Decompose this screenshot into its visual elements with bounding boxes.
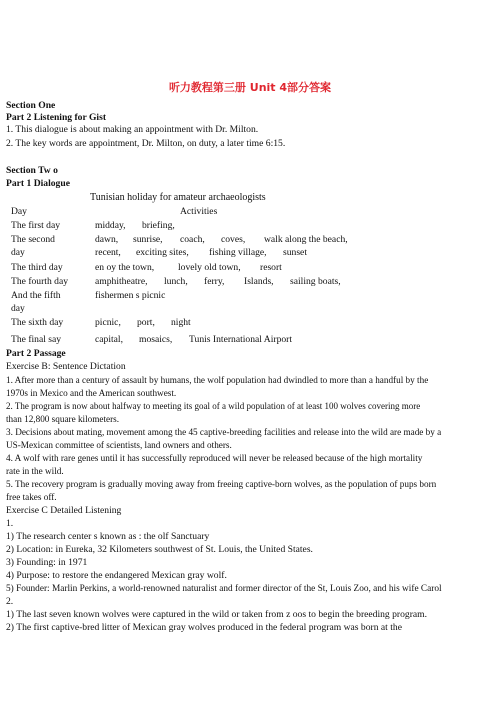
section-one-heading: Section One <box>6 100 56 111</box>
document-title: 听力教程第三册 Unit 4部分答案 <box>168 81 332 94</box>
activity: coach, <box>180 234 205 245</box>
detail-line: 2. <box>6 596 14 607</box>
table-header-day: Day <box>11 206 27 217</box>
detail-line: 2) The first captive-bred litter of Mexican gray wolves produced in the federal program was born at the <box>6 622 402 633</box>
dictation-line: than 12,800 square kilometers. <box>6 414 120 424</box>
activity: briefing, <box>142 220 175 231</box>
dictation-line: 4. A wolf with rare genes until it has successfully reproduced will never be released because of the high mortality <box>6 453 423 463</box>
gist-item-2: 2. The key words are appointment, Dr. Milton, on duty, a later time 6:15. <box>6 138 286 149</box>
activity: sunrise, <box>133 234 163 245</box>
exercise-c-heading: Exercise C Detailed Listening <box>6 505 122 516</box>
activity: ferry, <box>204 276 225 287</box>
table-row-day: The first day <box>11 220 61 231</box>
activity: dawn, <box>95 234 119 245</box>
part-2-gist-heading: Part 2 Listening for Gist <box>6 112 107 123</box>
activity: Islands, <box>244 276 274 287</box>
dictation-line: free takes off. <box>6 492 57 502</box>
activity: fishermen s picnic <box>95 290 166 301</box>
table-row-day: The sixth day <box>11 317 64 328</box>
activity: sunset <box>283 247 307 258</box>
table-row-day: The fourth day <box>11 276 69 287</box>
activity: midday, <box>95 220 126 231</box>
dictation-line: 3. Decisions about mating, movement among the 45 captive-breeding facilities and release into the wild are made by a <box>6 427 442 437</box>
activity: en oy the town, <box>95 262 155 273</box>
activity: port, <box>137 317 155 328</box>
detail-line: 2) Location: in Eureka, 32 Kilometers southwest of St. Louis, the United States. <box>6 544 313 555</box>
detail-line: 4) Purpose: to restore the endangered Mexican gray wolf. <box>6 570 227 581</box>
detail-line: 1) The research center s known as : the olf Sanctuary <box>6 531 210 542</box>
table-row-day: day <box>11 247 25 258</box>
dictation-line: 1. After more than a century of assault by humans, the wolf population had dwindled to more than a handful by the <box>6 375 429 385</box>
table-row-day: The third day <box>11 262 63 273</box>
section-two-heading: Section Tw o <box>6 165 58 176</box>
table-row-day: day <box>11 303 25 314</box>
dictation-line: rate in the wild. <box>6 466 64 476</box>
table-row-day: And the fifth <box>11 290 61 301</box>
activity: walk along the beach, <box>264 234 348 245</box>
activity: exciting sites, <box>136 247 189 258</box>
exercise-b-heading: Exercise B: Sentence Dictation <box>6 361 126 372</box>
activity: night <box>171 317 191 328</box>
activity: picnic, <box>95 317 121 328</box>
dictation-line: 1970s in Mexico and the American southwest. <box>6 388 177 398</box>
detail-line: 1. <box>6 518 14 529</box>
activity: lunch, <box>164 276 188 287</box>
table-title: Tunisian holiday for amateur archaeologists <box>90 192 266 203</box>
gist-item-1: 1. This dialogue is about making an appointment with Dr. Milton. <box>6 124 259 135</box>
detail-line: 5) Founder: Marlin Perkins, a world-renowned naturalist and former director of the St, Louis Zoo, and his wife Carol <box>6 584 442 594</box>
detail-line: 3) Founding: in 1971 <box>6 557 88 568</box>
table-header-activities: Activities <box>180 206 218 217</box>
activity: mosaics, <box>139 334 173 345</box>
activity: lovely old town, <box>178 262 241 273</box>
part-2-passage-heading: Part 2 Passage <box>6 348 66 359</box>
dictation-line: 2. The program is now about halfway to meeting its goal of a wild population of at least 100 wolves covering more <box>6 401 421 411</box>
table-row-day: The second <box>11 234 55 245</box>
dictation-line: US-Mexican committee of scientists, land owners and others. <box>6 440 232 450</box>
activity: Tunis International Airport <box>189 334 293 345</box>
activity: fishing village, <box>209 247 267 258</box>
activity: amphitheatre, <box>95 276 148 287</box>
activity: resort <box>260 262 282 273</box>
table-row-day: The final say <box>11 334 62 345</box>
activity: sailing boats, <box>290 276 341 287</box>
detail-line: 1) The last seven known wolves were captured in the wild or taken from z oos to begin the breeding program. <box>6 609 428 620</box>
activity: capital, <box>95 334 123 345</box>
part-1-dialogue-heading: Part 1 Dialogue <box>6 178 70 189</box>
activity: coves, <box>221 234 246 245</box>
activity: recent, <box>95 247 121 258</box>
dictation-line: 5. The recovery program is gradually moving away from freeing captive-born wolves, as the population of pups born <box>6 479 437 489</box>
